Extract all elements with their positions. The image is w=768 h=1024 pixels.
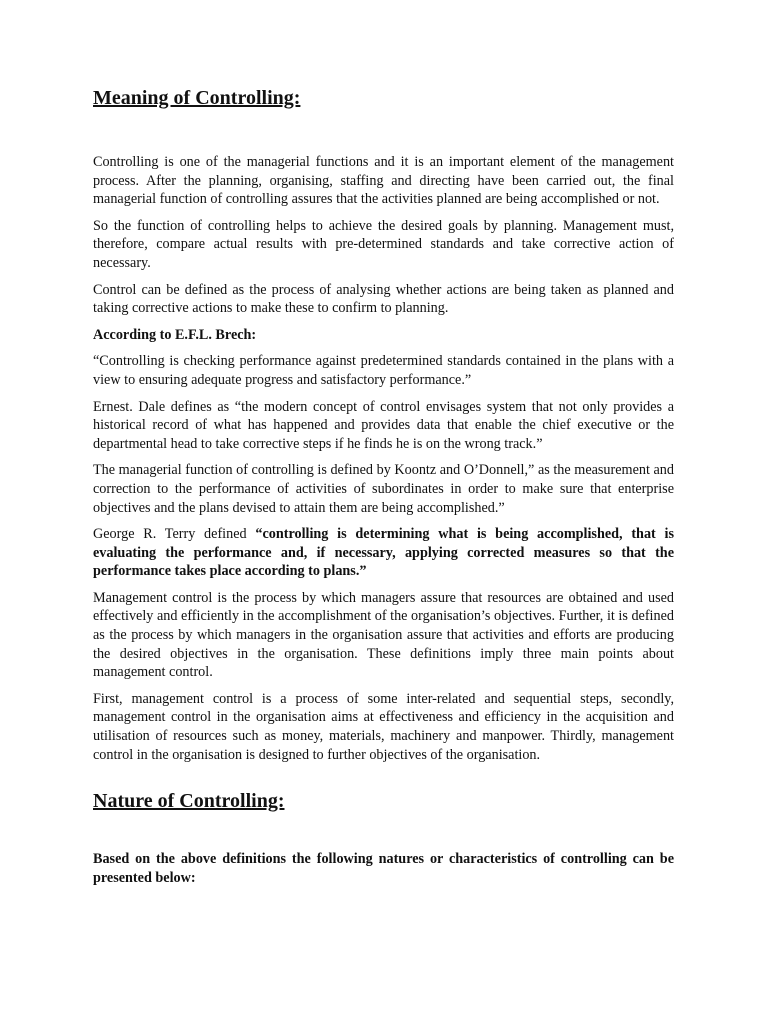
paragraph-intro: Controlling is one of the managerial functions and it is an important element of the management process. After the planning, organising, staffing and directing have been carried out, the final managerial function of controlling assures that the activities planned are being accomplished or not. [93, 154, 674, 208]
heading-nature-of-controlling: Nature of Controlling: [93, 790, 285, 813]
paragraph-control-definition: Control can be defined as the process of analysing whether actions are being taken as planned and taking corrective actions to make these to confirm to planning. [93, 281, 674, 317]
quote-dale: Ernest. Dale defines as “the modern concept of control envisages system that not only provides a historical record of what has happened and provides data that enable the chief executive or the departmental head to take corrective steps if he finds he is on the wrong track.” [93, 398, 674, 452]
subheading-brech: According to E.F.L. Brech: [93, 326, 257, 343]
document-body [93, 84, 674, 895]
paragraph-three-points: First, management control is a process of some inter-related and sequential steps, secondly, management control in the organisation aims at effectiveness and efficiency in the acquisition and utilisation of resources such as money, materials, machinery and manpower. Thirdly, management control in the organisation is designed to further objectives of the organisation. [93, 690, 674, 763]
quote-brech: “Controlling is checking performance against predetermined standards contained in the plans with a view to ensuring adequate progress and satisfactory performance.” [93, 353, 674, 388]
paragraph-nature-intro: Based on the above definitions the following natures or characteristics of controlling can be presented below: [93, 851, 674, 886]
heading-meaning-of-controlling: Meaning of Controlling: [93, 87, 301, 109]
paragraph-function-goals: So the function of controlling helps to achieve the desired goals by planning. Management must, therefore, compare actual results with pre-determined standards and take corrective action of necessary. [93, 217, 674, 271]
paragraph-terry [93, 525, 674, 581]
paragraph-management-control: Management control is the process by which managers assure that resources are obtained and used effectively and efficiently in the accomplishment of the organisation’s objectives. Further, it is defined as the process by which managers in the organisation assure that activities and efforts are producing the desired objectives in the organisation. These definitions imply three main points about management control. [93, 589, 674, 681]
quote-koontz: The managerial function of controlling is defined by Koontz and O’Donnell,” as the measurement and correction to the performance of activities of subordinates in order to make sure that enterprise objectives and the plans devised to attain them are being accomplished.” [93, 462, 674, 516]
terry-quote: “controlling is determining what is being accomplished, that is evaluating the performance and, if necessary, applying corrected measures so that the performance takes place according to plans.” [93, 526, 674, 580]
terry-prefix: George R. Terry defined [93, 526, 256, 543]
